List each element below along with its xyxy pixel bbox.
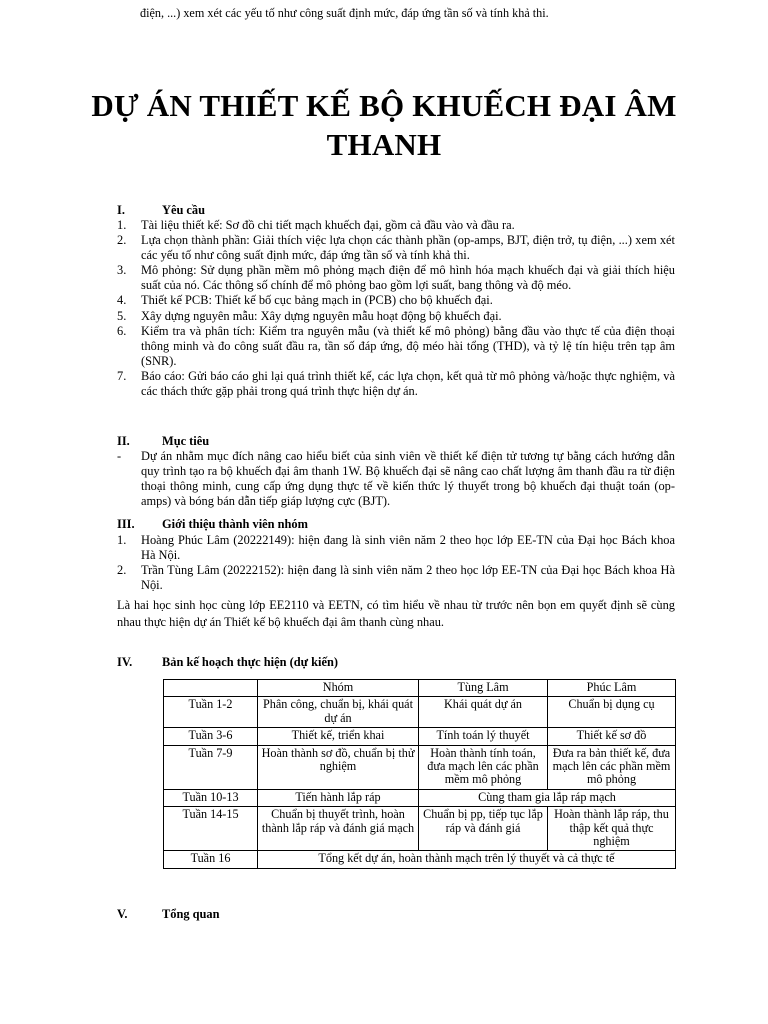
list-item: - Dự án nhằm mục đích nâng cao hiểu biết của sinh viên về thiết kế điện tử tương tự bằng cách hướng dẫn quy trình tạo ra bộ khuếch đại âm thanh 1W. Bộ khuếch đại sẽ nâng cao chất lượng âm thanh đầu ra từ điện thoại thông minh, cung cấp ứng dụng thực tế về kiến thức lý thuyết trong bộ khuếch đại thuật toán (op-amps) và bóng bán dẫn tiếp giáp lượng cực (BJT). [117, 449, 675, 509]
header-cell [164, 680, 258, 697]
list-item: 2. Lựa chọn thành phần: Giải thích việc lựa chọn các thành phần (op-amps, BJT, điện trở, tụ điện, ...) xem xét các yếu tố như công suất định mức, đáp ứng tần số và tính khả thi. [117, 233, 675, 263]
table-header-row [164, 680, 676, 697]
section-number: I. [117, 203, 125, 217]
section-label: Bản kế hoạch thực hiện (dự kiến) [162, 655, 338, 669]
list-item: 3. Mô phỏng: Sử dụng phần mềm mô phỏng mạch điện để mô hình hóa mạch khuếch đại và giải thích hiệu suất của nó. Các thông số chính để mô phỏng bao gồm lợi suất, bang thông và độ méo. [117, 263, 675, 293]
week-cell: Tuần 3-6 [164, 728, 258, 745]
table-cell: Hoàn thành sơ đồ, chuẩn bị thử nghiệm [258, 745, 419, 789]
week-cell: Tuần 1-2 [164, 697, 258, 728]
week-cell: Tuần 14-15 [164, 807, 258, 851]
section-number: II. [117, 434, 130, 448]
table-row [164, 789, 676, 806]
section-label: Tổng quan [162, 907, 220, 921]
header-cell: Phúc Lâm [548, 680, 676, 697]
week-cell: Tuần 16 [164, 851, 258, 868]
table-cell: Tiến hành lắp ráp [258, 789, 419, 806]
members-list [117, 533, 675, 593]
section-label: Giới thiệu thành viên nhóm [162, 517, 308, 531]
table-row [164, 697, 676, 728]
list-item: 6. Kiểm tra và phân tích: Kiểm tra nguyên mẫu (và thiết kế mô phỏng) bằng đầu vào thực tế của điện thoại thông minh và đo công suất đầu ra, tần số đáp ứng, độ méo hài tổng (THD), và tỷ lệ tín hiệu trên tạp âm (SNR). [117, 323, 675, 368]
table-row [164, 807, 676, 851]
header-cell: Tùng Lâm [419, 680, 548, 697]
table-cell: Đưa ra bản thiết kế, đưa mạch lên các phần mềm mô phỏng [548, 745, 676, 789]
table-cell: Thiết kế sơ đồ [548, 728, 676, 745]
intro-paragraph: Là hai học sinh học cùng lớp EE2110 và EETN, có tìm hiểu về nhau từ trước nên bọn em quyết định sẽ cùng nhau thực hiện dự án Thiết kế bộ khuếch đại âm thanh cùng nhau. [117, 598, 675, 629]
section-label: Mục tiêu [162, 434, 210, 448]
table-cell: Phân công, chuẩn bị, khái quát dự án [258, 697, 419, 728]
list-item: 1. Tài liệu thiết kế: Sơ đồ chi tiết mạch khuếch đại, gồm cả đầu vào và đầu ra. [117, 218, 515, 232]
list-item: 2. Trần Tùng Lâm (20222152): hiện đang là sinh viên năm 2 theo học lớp EE-TN của Đại học Bách khoa Hà Nội. [117, 563, 675, 593]
header-cell: Nhóm [258, 680, 419, 697]
table-cell: Hoàn thành tính toán, đưa mạch lên các phần mềm mô phỏng [419, 745, 548, 789]
table-row [164, 745, 676, 789]
page-top-fragment: điện, ...) xem xét các yếu tố như công suất định mức, đáp ứng tần số và tính khả thi. [140, 6, 549, 20]
list-item: 7. Báo cáo: Gửi báo cáo ghi lại quá trình thiết kế, các lựa chọn, kết quả từ mô phỏng và/hoặc thực nghiệm, và các thách thức gặp phải trong quá trình thực hiện dự án. [117, 368, 675, 399]
list-item: 1. Hoàng Phúc Lâm (20222149): hiện đang là sinh viên năm 2 theo học lớp EE-TN của Đại học Bách khoa Hà Nội. [117, 533, 675, 563]
table-cell: Chuẩn bị pp, tiếp tục lắp ráp và đánh giá [419, 807, 548, 851]
section-label: Yêu cầu [162, 203, 206, 217]
section-number: III. [117, 517, 135, 531]
table-cell: Tính toán lý thuyết [419, 728, 548, 745]
table-cell: Chuẩn bị dụng cụ [548, 697, 676, 728]
table-cell: Hoàn thành lắp ráp, thu thập kết quả thực nghiệm [548, 807, 676, 851]
list-item: 5. Xây dựng nguyên mẫu: Xây dựng nguyên mẫu hoạt động bộ khuếch đại. [117, 308, 502, 323]
objective-list [117, 449, 675, 509]
table-row [164, 728, 676, 745]
section-number: IV. [117, 655, 133, 669]
week-cell: Tuần 10-13 [164, 789, 258, 806]
document-title: DỰ ÁN THIẾT KẾ BỘ KHUẾCH ĐẠI ÂM THANH [91, 88, 677, 162]
table-cell: Chuẩn bị thuyết trình, hoàn thành lắp ráp và đánh giá mạch [258, 807, 419, 851]
list-item: 4. Thiết kế PCB: Thiết kế bố cục bảng mạch in (PCB) cho bộ khuếch đại. [117, 293, 493, 308]
table-cell: Tổng kết dự án, hoàn thành mạch trên lý thuyết và cả thực tế [258, 851, 676, 868]
plan-table [163, 679, 676, 869]
section-number: V. [117, 907, 128, 921]
table-cell: Khái quát dự án [419, 697, 548, 728]
table-cell: Cùng tham gia lắp ráp mạch [419, 789, 676, 806]
week-cell: Tuần 7-9 [164, 745, 258, 789]
requirements-list [117, 218, 675, 399]
table-row [164, 851, 676, 868]
table-cell: Thiết kế, triển khai [258, 728, 419, 745]
